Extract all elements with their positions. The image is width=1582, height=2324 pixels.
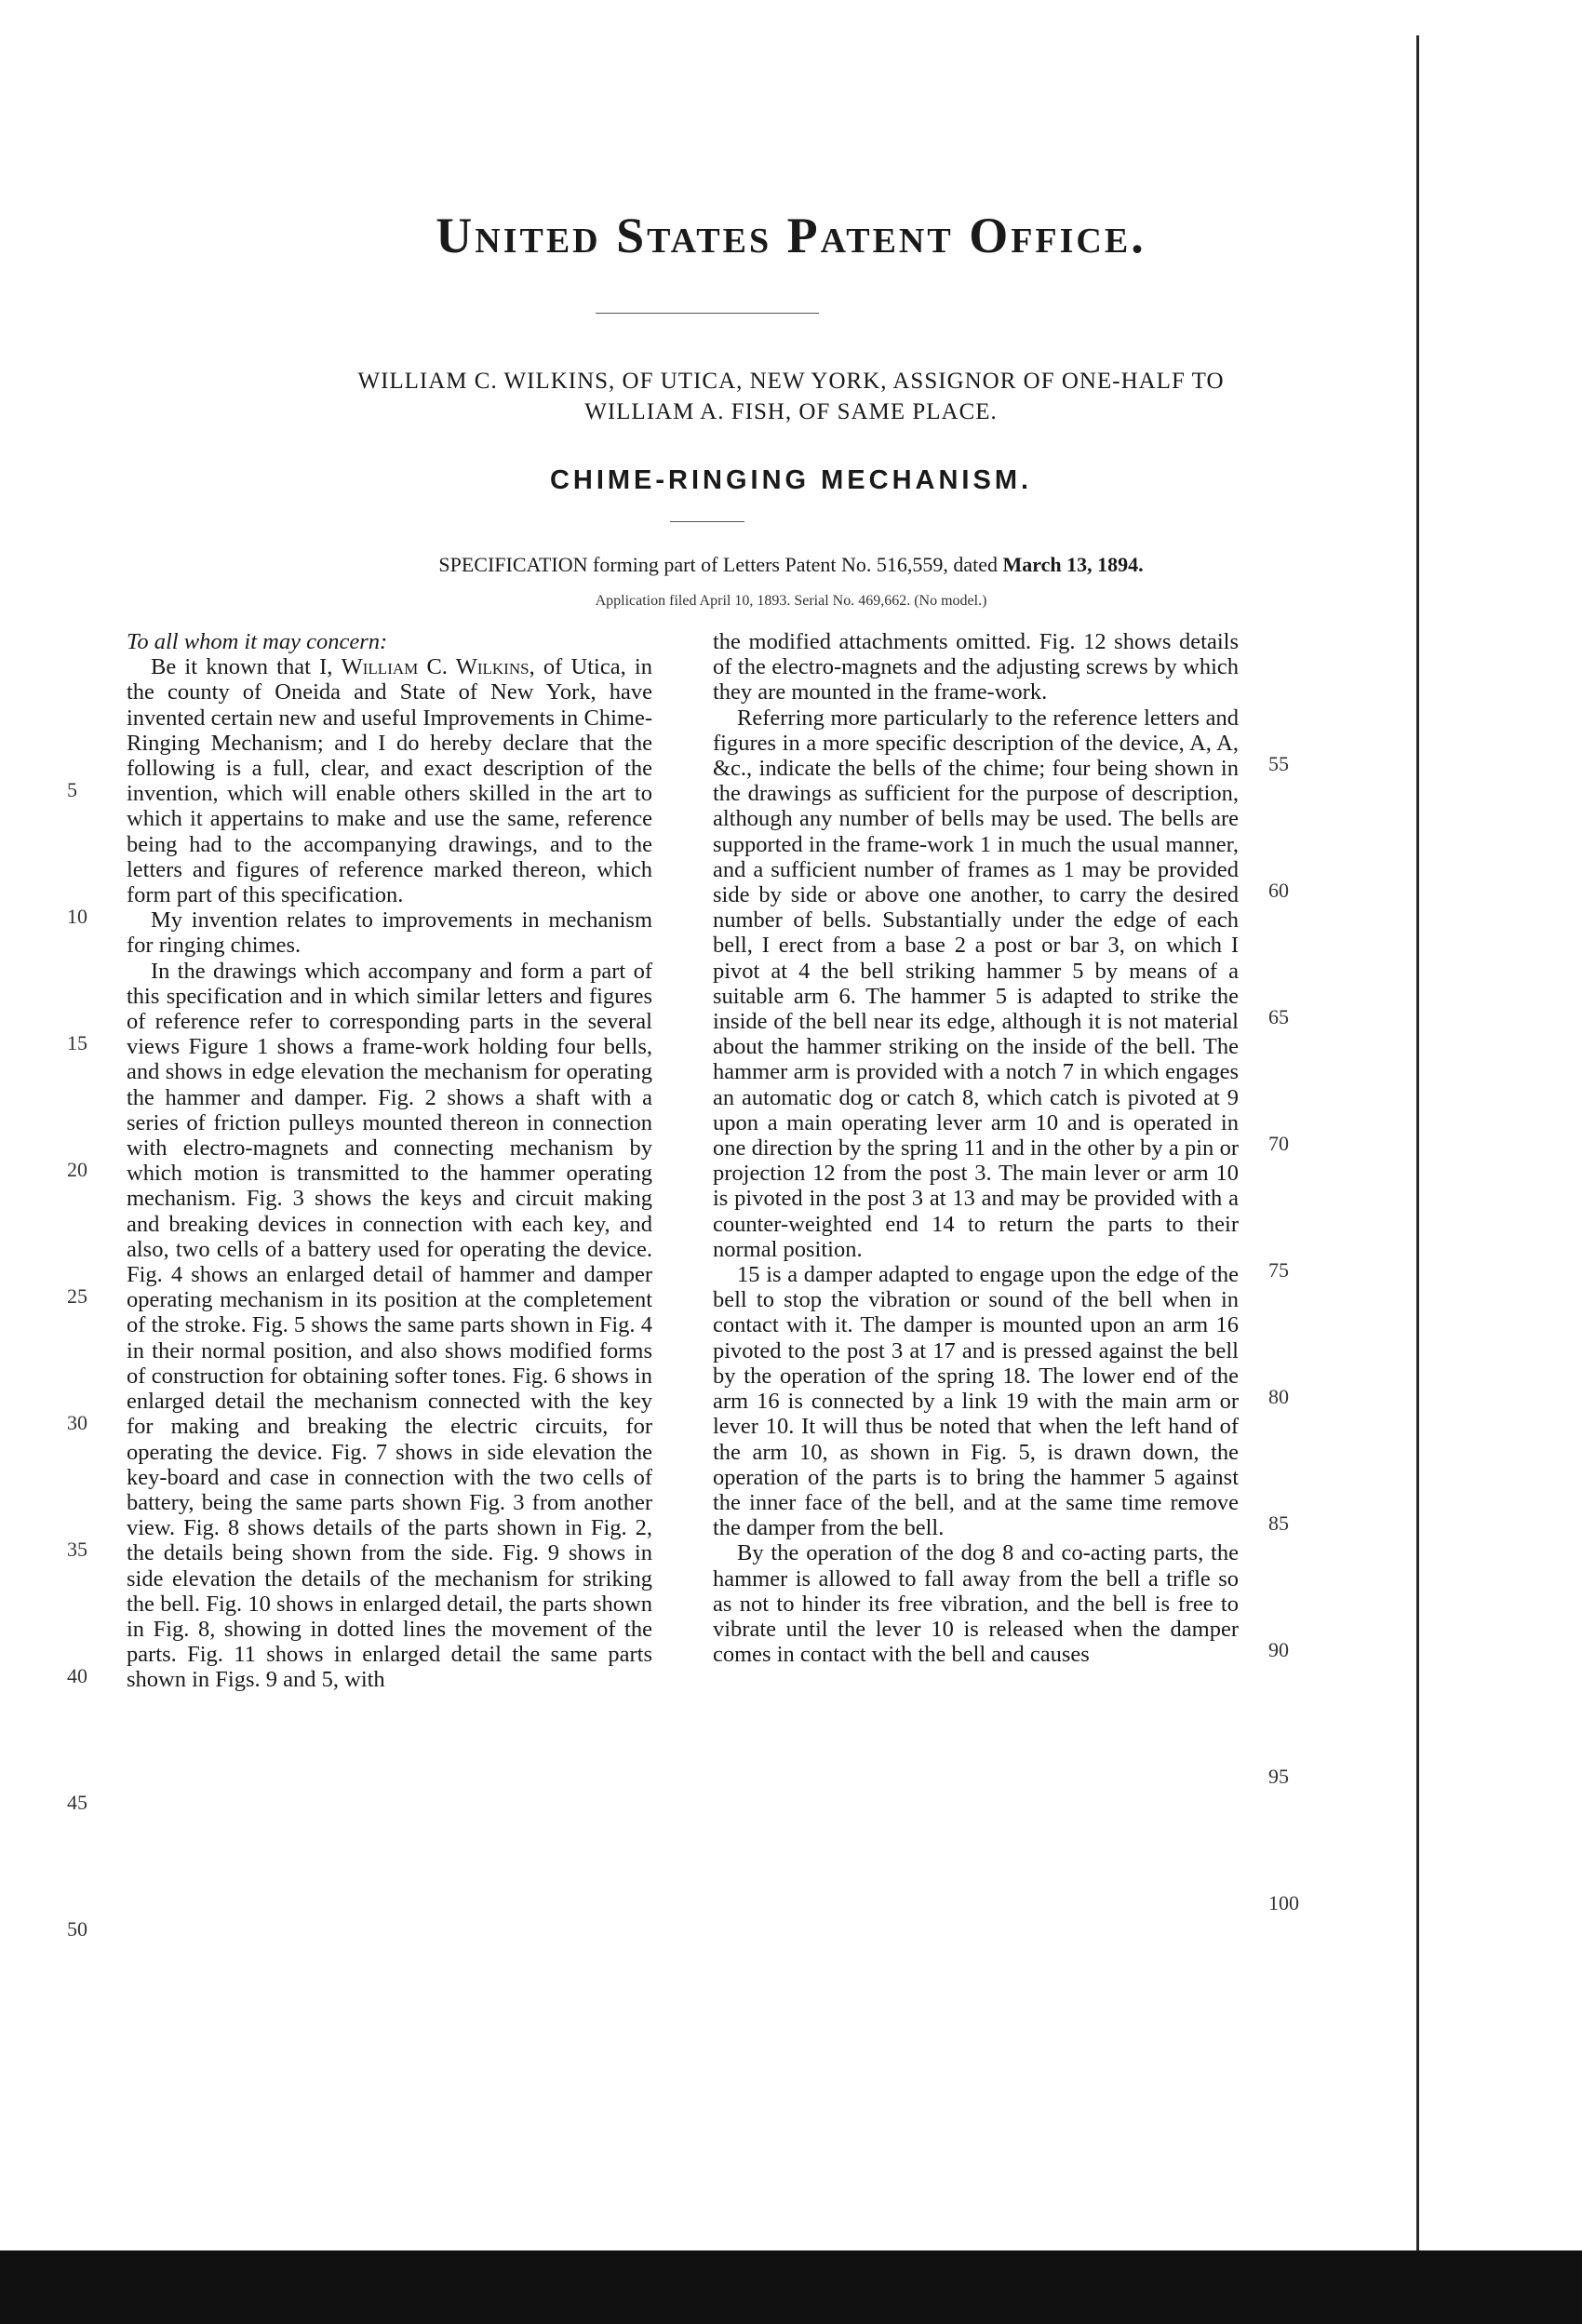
line-number: 55	[1268, 752, 1289, 775]
office-title: United States Patent Office.	[436, 208, 1146, 263]
line-number: 70	[1268, 1132, 1289, 1155]
paragraph-drawings: In the drawings which accompany and form a part of this specification and in which similar letters and figures of reference refer to corresponding parts in the several views Figure 1 shows a frame-work holding four bells, and shows in edge elevation the mechanism for operating the hammer and damper. Fig. 2 shows a shaft with a series of friction pulleys mounted thereon in connection with electro-magnets and connecting mechanism by which motion is transmitted to the hammer operating mechanism. Fig. 3 shows the keys and circuit making and breaking devices in connection with each key, and also, two cells of a battery used for operating the device. Fig. 4 shows an enlarged detail of hammer and damper operating mechanism in its position at the completement of the stroke. Fig. 5 shows the same parts shown in Fig. 4 in their normal position, and also shows modified forms of construction for obtaining softer tones. Fig. 6 shows in enlarged detail the mechanism connected with the key for making and breaking the electric circuits, for operating the device. Fig. 7 shows in side elevation the key-board and case in connection with the two cells of battery, being the same parts shown Fig. 3 from another view. Fig. 8 shows details of the parts shown in Fig. 2, the details being shown from the side. Fig. 9 shows in side elevation the details of the mechanism for striking the bell. Fig. 10 shows in enlarged detail, the parts shown in Fig. 8, showing in dotted lines the movement of the parts. Fig. 11 shows in enlarged detail the same parts shown in Figs. 9 and 5, with	[127, 958, 652, 1693]
line-number: 95	[1268, 1765, 1289, 1788]
line-number: 5	[67, 778, 77, 801]
paragraph-continuation: the modified attachments omitted. Fig. 12 shows details of the electro-magnets and the adjusting screws by which they are mounted in the frame-work.	[713, 629, 1239, 705]
line-number: 10	[67, 905, 87, 928]
line-number: 40	[67, 1664, 87, 1687]
intro-text-a: Be it known that I,	[151, 654, 342, 680]
line-number: 90	[1268, 1638, 1289, 1661]
line-number: 75	[1268, 1258, 1289, 1282]
assignor-line-1: WILLIAM C. WILKINS, OF UTICA, NEW YORK, ASSIGNOR OF ONE-HALF TO	[357, 369, 1225, 394]
spec-prefix: SPECIFICATION forming part of Letters Patent No. 516,559, dated	[438, 553, 1003, 576]
line-number: 25	[67, 1284, 87, 1308]
paragraph-intro	[127, 654, 652, 907]
scan-bottom-edge	[0, 2250, 1582, 2324]
assignor-line-2: WILLIAM A. FISH, OF SAME PLACE.	[584, 399, 998, 424]
invention-title: CHIME-RINGING MECHANISM.	[549, 465, 1033, 495]
left-column	[127, 629, 652, 1693]
line-number: 65	[1268, 1005, 1289, 1028]
right-margin-rule	[1416, 35, 1419, 2250]
paragraph-referring: Referring more particularly to the reference letters and figures in a more specific description of the device, A, A, &c., indicate the bells of the chime; four being shown in the drawings as sufficient for the purpose of description, although any number of bells may be used. The bells are supported in the frame-work 1 in much the usual manner, and a sufficient number of frames as 1 may be provided side by side or above one another, to carry the desired number of bells. Substantially under the edge of each bell, I erect from a base 2 a post or bar 3, on which I pivot at 4 the bell striking hammer 5 by means of a suitable arm 6. The hammer 5 is adapted to strike the inside of the bell near its edge, although it is not material about the hammer striking on the inside of the bell. The hammer arm is provided with a notch 7 in which engages an automatic dog or catch 8, which catch is pivoted at 9 upon a main operating lever arm 10 and is operated in one direction by the spring 11 and in the other by a pin or projection 12 from the post 3. The main lever or arm 10 is pivoted in the post 3 at 13 and may be provided with a counter-weighted end 14 to return the parts to their normal position.	[713, 705, 1239, 1262]
spec-date: March 13, 1894.	[1002, 553, 1144, 576]
specification-line	[0, 553, 1582, 577]
line-number: 80	[1268, 1385, 1289, 1408]
paragraph-dog: By the operation of the dog 8 and co-acting parts, the hammer is allowed to fall away from the bell a trifle so as not to hinder its free vibration, and the bell is free to vibrate until the lever 10 is released when the damper comes in contact with the bell and causes	[713, 1540, 1239, 1668]
line-number: 100	[1268, 1891, 1299, 1914]
salutation: To all whom it may concern:	[127, 629, 388, 654]
right-column	[713, 629, 1239, 1667]
invention-divider	[670, 521, 744, 522]
application-line: Application filed April 10, 1893. Serial No. 469,662. (No model.)	[595, 593, 987, 609]
assignor-block	[326, 366, 1256, 427]
line-number: 85	[1268, 1511, 1289, 1535]
intro-text-b: , of Utica, in the county of Oneida and State of New York, have invented certain new and useful Improvements in Chime-Ringing Mechanism; and I do hereby declare that the following is a full, clear, and exact description of the invention, which will enable others skilled in the art to which it appertains to make and use the same, reference being had to the accompanying drawings, and to the letters and figures of reference marked thereon, which form part of this specification.	[127, 654, 652, 908]
paragraph-damper: 15 is a damper adapted to engage upon the edge of the bell to stop the vibration or sound of the bell when in contact with it. The damper is mounted upon an arm 16 pivoted to the post 3 at 17 and is pressed against the bell by the operation of the spring 18. The lower end of the arm 16 is connected by a link 19 with the main arm or lever 10. It will thus be noted that when the left hand of the arm 10, as shown in Fig. 5, is drawn down, the operation of the parts is to bring the hammer 5 against the inner face of the bell, and at the same time remove the damper from the bell.	[713, 1262, 1239, 1541]
line-number: 30	[67, 1411, 87, 1434]
line-number: 45	[67, 1791, 87, 1814]
inventor-name: William C. Wilkins	[341, 654, 530, 680]
line-number: 35	[67, 1538, 87, 1561]
paragraph-relates: My invention relates to improvements in mechanism for ringing chimes.	[127, 907, 652, 959]
title-divider	[596, 313, 819, 314]
line-number: 15	[67, 1031, 87, 1055]
line-number: 60	[1268, 879, 1289, 902]
line-number: 20	[67, 1158, 87, 1181]
line-number: 50	[67, 1917, 87, 1941]
